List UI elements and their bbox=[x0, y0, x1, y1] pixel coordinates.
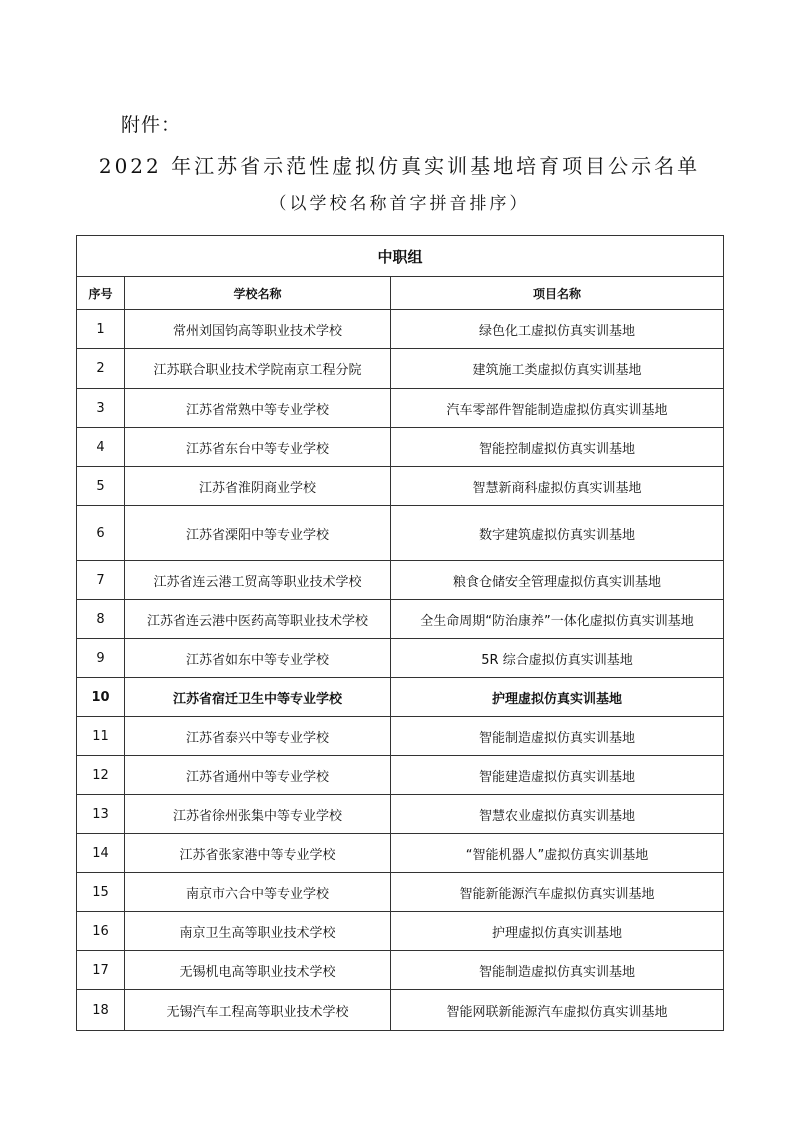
school-name: 无锡汽车工程高等职业技术学校 bbox=[125, 990, 391, 1031]
row-number: 17 bbox=[77, 951, 125, 990]
school-name: 江苏省常熟中等专业学校 bbox=[125, 389, 391, 428]
row-number: 6 bbox=[77, 506, 125, 561]
row-number: 4 bbox=[77, 428, 125, 467]
project-name: 智能新能源汽车虚拟仿真实训基地 bbox=[391, 873, 724, 912]
school-name: 江苏省淮阴商业学校 bbox=[125, 467, 391, 506]
school-name: 江苏联合职业技术学院南京工程分院 bbox=[125, 349, 391, 389]
project-name: 5R 综合虚拟仿真实训基地 bbox=[391, 639, 724, 678]
table-row bbox=[77, 310, 724, 349]
school-name: 南京市六合中等专业学校 bbox=[125, 873, 391, 912]
school-name: 江苏省张家港中等专业学校 bbox=[125, 834, 391, 873]
school-name: 南京卫生高等职业技术学校 bbox=[125, 912, 391, 951]
table-row bbox=[77, 795, 724, 834]
row-number: 2 bbox=[77, 349, 125, 389]
school-name: 江苏省东台中等专业学校 bbox=[125, 428, 391, 467]
project-name: 全生命周期“防治康养”一体化虚拟仿真实训基地 bbox=[391, 600, 724, 639]
group-header: 中职组 bbox=[77, 236, 724, 277]
school-name: 江苏省连云港中医药高等职业技术学校 bbox=[125, 600, 391, 639]
row-number: 11 bbox=[77, 717, 125, 756]
column-header-project: 项目名称 bbox=[391, 277, 724, 310]
table-row bbox=[77, 990, 724, 1031]
row-number: 16 bbox=[77, 912, 125, 951]
project-name: 汽车零部件智能制造虚拟仿真实训基地 bbox=[391, 389, 724, 428]
project-name: 智能建造虚拟仿真实训基地 bbox=[391, 756, 724, 795]
row-number: 9 bbox=[77, 639, 125, 678]
project-name: 粮食仓储安全管理虚拟仿真实训基地 bbox=[391, 561, 724, 600]
row-number: 3 bbox=[77, 389, 125, 428]
column-header-school: 学校名称 bbox=[125, 277, 391, 310]
project-name: 智能制造虚拟仿真实训基地 bbox=[391, 951, 724, 990]
school-name: 江苏省徐州张集中等专业学校 bbox=[125, 795, 391, 834]
project-name: 智能制造虚拟仿真实训基地 bbox=[391, 717, 724, 756]
row-number: 12 bbox=[77, 756, 125, 795]
column-header-no: 序号 bbox=[77, 277, 125, 310]
school-name: 江苏省如东中等专业学校 bbox=[125, 639, 391, 678]
project-name: 护理虚拟仿真实训基地 bbox=[391, 678, 724, 717]
project-name: 护理虚拟仿真实训基地 bbox=[391, 912, 724, 951]
table-row bbox=[77, 756, 724, 795]
row-number: 14 bbox=[77, 834, 125, 873]
table-row bbox=[77, 717, 724, 756]
table-row bbox=[77, 678, 724, 717]
row-number: 8 bbox=[77, 600, 125, 639]
table-row bbox=[77, 912, 724, 951]
page-title: 2022 年江苏省示范性虚拟仿真实训基地培育项目公示名单 bbox=[98, 154, 701, 178]
table-row bbox=[77, 428, 724, 467]
row-number: 18 bbox=[77, 990, 125, 1031]
school-name: 江苏省泰兴中等专业学校 bbox=[125, 717, 391, 756]
school-name: 无锡机电高等职业技术学校 bbox=[125, 951, 391, 990]
row-number: 15 bbox=[77, 873, 125, 912]
row-number: 7 bbox=[77, 561, 125, 600]
table-row bbox=[77, 467, 724, 506]
list-table bbox=[76, 235, 724, 1031]
row-number: 13 bbox=[77, 795, 125, 834]
table-row bbox=[77, 349, 724, 389]
project-name: “智能机器人”虚拟仿真实训基地 bbox=[391, 834, 724, 873]
school-name: 江苏省通州中等专业学校 bbox=[125, 756, 391, 795]
school-name: 江苏省连云港工贸高等职业技术学校 bbox=[125, 561, 391, 600]
school-name: 常州刘国钧高等职业技术学校 bbox=[125, 310, 391, 349]
project-name: 建筑施工类虚拟仿真实训基地 bbox=[391, 349, 724, 389]
school-name: 江苏省宿迁卫生中等专业学校 bbox=[125, 678, 391, 717]
school-name: 江苏省溧阳中等专业学校 bbox=[125, 506, 391, 561]
attachment-label: 附件： bbox=[121, 114, 182, 136]
row-number: 5 bbox=[77, 467, 125, 506]
table-row bbox=[77, 834, 724, 873]
project-name: 智能网联新能源汽车虚拟仿真实训基地 bbox=[391, 990, 724, 1031]
table-row bbox=[77, 873, 724, 912]
table-row bbox=[77, 506, 724, 561]
project-name: 智慧新商科虚拟仿真实训基地 bbox=[391, 467, 724, 506]
page-subtitle: （以学校名称首字拼音排序） bbox=[269, 194, 530, 214]
table-row bbox=[77, 389, 724, 428]
project-name: 数字建筑虚拟仿真实训基地 bbox=[391, 506, 724, 561]
table-row bbox=[77, 639, 724, 678]
table-row bbox=[77, 951, 724, 990]
project-name: 智慧农业虚拟仿真实训基地 bbox=[391, 795, 724, 834]
table-row bbox=[77, 600, 724, 639]
row-number: 1 bbox=[77, 310, 125, 349]
row-number: 10 bbox=[77, 678, 125, 717]
table-row bbox=[77, 561, 724, 600]
project-name: 智能控制虚拟仿真实训基地 bbox=[391, 428, 724, 467]
project-name: 绿色化工虚拟仿真实训基地 bbox=[391, 310, 724, 349]
